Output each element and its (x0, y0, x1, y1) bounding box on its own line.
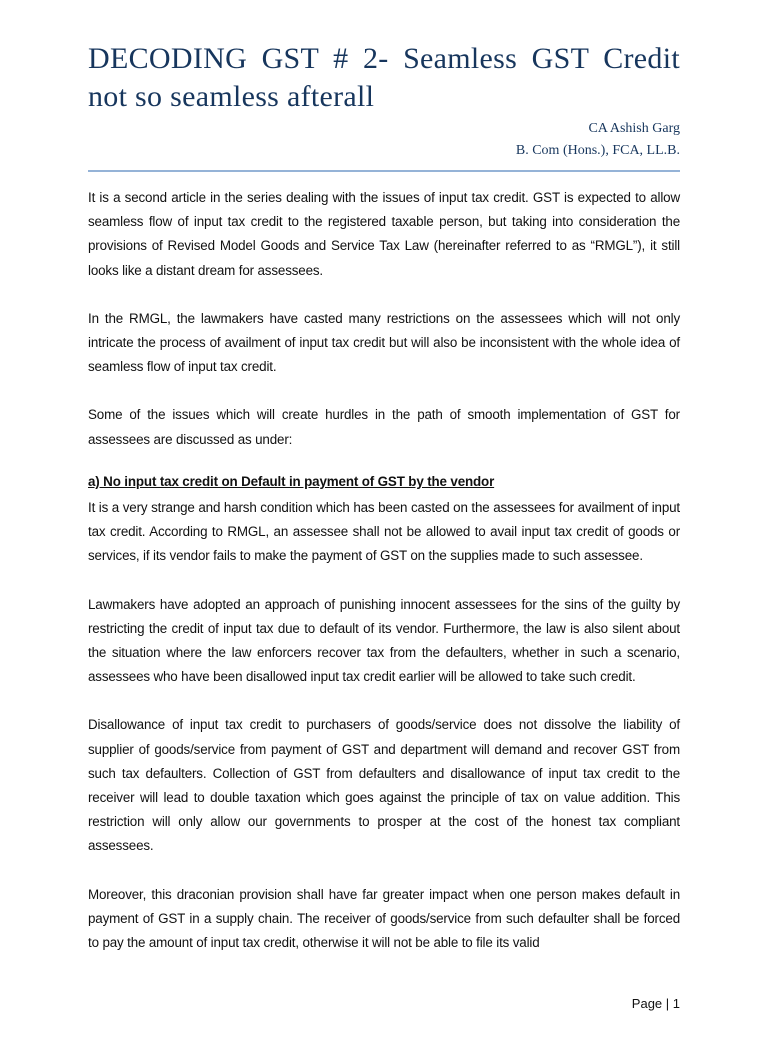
section-heading: a) No input tax credit on Default in payment of GST by the vendor (88, 473, 495, 489)
paragraph: It is a very strange and harsh condition which has been casted on the assessees for availment of input tax credit. According to RMGL, an assessee shall not be allowed to avail input tax credit of goods or services, if its vendor fails to make the payment of GST on the supplies made to such assessee. (88, 500, 680, 564)
document-page (88, 0, 680, 1053)
paragraph: Some of the issues which will create hurdles in the path of smooth implementation of GST for assessees are discussed as under: (88, 407, 680, 447)
title-divider (88, 170, 680, 172)
author-qualifications: B. Com (Hons.), FCA, LL.B. (515, 143, 680, 158)
document-title (88, 40, 680, 116)
title-line-1: DECODING GST # 2- Seamless GST Credit (88, 42, 680, 75)
author-name: CA Ashish Garg (588, 121, 680, 136)
paragraph: Moreover, this draconian provision shall have far greater impact when one person makes default in payment of GST in a supply chain. The receiver of goods/service from such defaulter shall be forced to pay the amount of input tax credit, otherwise it will not be able to file its valid (88, 886, 680, 951)
paragraph: It is a second article in the series dealing with the issues of input tax credit. GST is expected to allow seamless flow of input tax credit to the registered taxable person, but taking into consideration the provisions of Revised Model Goods and Service Tax Law (hereinafter referred to as “RMGL”), it still looks like a distant dream for assessees. (88, 190, 680, 278)
paragraph: Disallowance of input tax credit to purchasers of goods/service does not dissolve the liability of supplier of goods/service from payment of GST and department will demand and recover GST from such tax defaulters. Collection of GST from defaulters and disallowance of input tax credit to the receiver will lead to double taxation which goes against the principle of tax on value addition. This restriction will only allow our governments to prosper at the cost of the honest tax compliant assessees. (88, 717, 680, 854)
paragraph: Lawmakers have adopted an approach of punishing innocent assessees for the sins of the guilty by restricting the credit of input tax due to default of its vendor. Furthermore, the law is also silent about the situation where the law enforcers recover tax from the defaulters, whether in such a scenario, assessees who have been disallowed input tax credit earlier will be allowed to take such credit. (88, 596, 680, 685)
document-body (88, 186, 680, 955)
paragraph: In the RMGL, the lawmakers have casted many restrictions on the assessees which will not only intricate the process of availment of input tax credit but will also be inconsistent with the whole idea of seamless flow of input tax credit. (88, 310, 680, 375)
page-number: Page | 1 (631, 996, 680, 1012)
title-line-2: not so seamless afterall (88, 80, 375, 113)
